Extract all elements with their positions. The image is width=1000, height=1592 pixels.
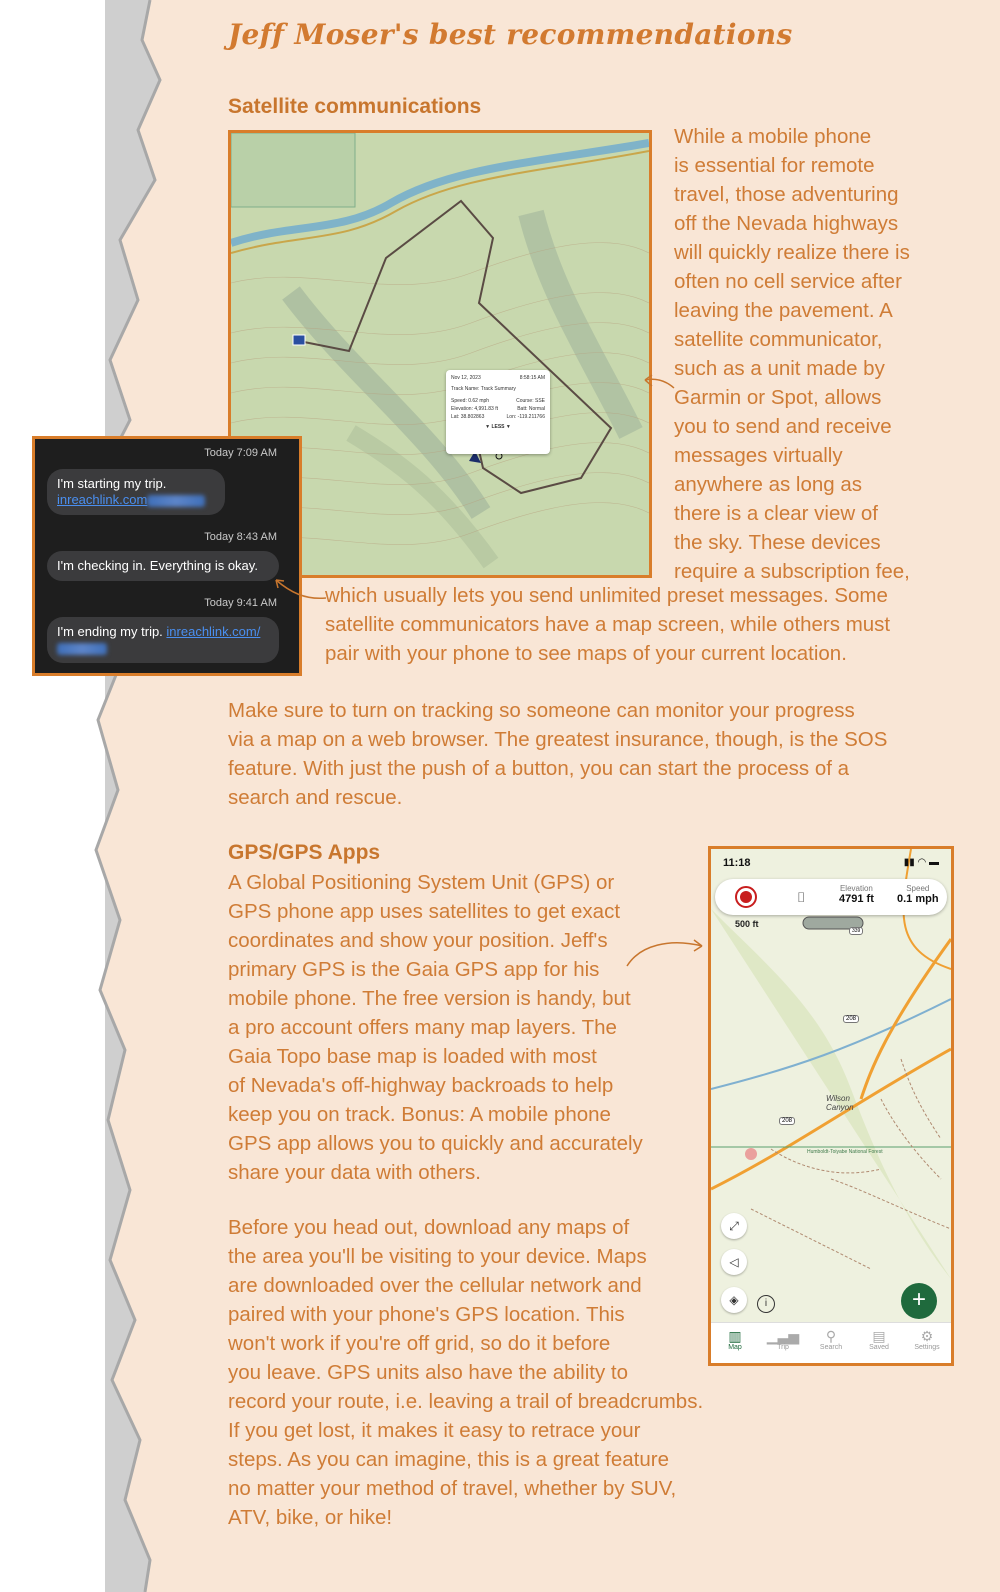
popup-track-name: Track Name: Track Summary [451, 386, 516, 392]
message-timestamp: Today 8:43 AM [204, 531, 277, 543]
message-timestamp: Today 7:09 AM [204, 447, 277, 459]
road-label: 339 [849, 927, 863, 935]
elevation-value: 4791 ft [839, 893, 874, 905]
place-label: Wilson Canyon [826, 1094, 854, 1112]
forest-label: Humboldt-Toiyabe National Forest [807, 1149, 883, 1155]
message-bubble [47, 469, 225, 515]
redacted-link-blur [57, 643, 107, 655]
tab-map[interactable] [711, 1323, 759, 1363]
folder-icon: ▤ [872, 1328, 886, 1344]
gps-paragraph-2: Before you head out, download any maps of the area you'll be visiting to your device. Maps are downloaded over the cellular network and paired with your phone's GPS location. This won't work if you're off grid, so do it before you leave. GPS units also have the ability to record your route, i.e. leaving a trail of breadcrumbs. If you get lost, it makes it easy to retrace your steps. As you can imagine, this is a great feature no matter your method of travel, whether by SUV, ATV, bike, or hike! [228, 1216, 704, 1529]
tab-bar [711, 1322, 951, 1363]
popup-speed: Speed: 0.62 mph [451, 398, 490, 404]
popup-elevation: Elevation: 4,991.83 ft [451, 406, 498, 412]
speed-label: Speed [906, 884, 930, 893]
gear-icon: ⚙ [920, 1328, 934, 1344]
popup-date: Nov 12, 2023 [451, 375, 481, 381]
redacted-link-blur [147, 495, 205, 507]
record-button[interactable] [735, 886, 757, 908]
tab-settings[interactable] [903, 1323, 951, 1363]
camera-icon[interactable]: ⌷ [797, 889, 806, 905]
fullscreen-icon[interactable]: ⤢ [721, 1213, 747, 1239]
status-icons: ▮▮ ◠ ▬ [903, 857, 939, 868]
tab-label: Search [819, 1344, 843, 1351]
map-icon: ▥ [728, 1328, 742, 1344]
add-button[interactable]: + [901, 1283, 937, 1319]
tracking-paragraph: Make sure to turn on tracking so someone can monitor your progress via a map on a web browser. The greatest insurance, though, is the SOS feature. With just the push of a button, you can start the process of a search and rescue. [228, 699, 888, 809]
speed-value: 0.1 mph [897, 893, 939, 905]
popup-lat: Lat: 38.802863 [451, 414, 485, 420]
satellite-paragraph-side: While a mobile phone is essential for remote travel, those adventuring off the Nevada highways will quickly realize there is often no cell service after leaving the pavement. A satellite communicator, such as a unit made by Garmin or Spot, allows you to send and receive messages virtually anywhere as long as there is a clear view of the sky. These devices require a subscription fee, [674, 125, 910, 583]
popup-course: Course: SSE [516, 398, 545, 404]
inreach-messages-screenshot [32, 436, 302, 676]
tab-saved[interactable] [855, 1323, 903, 1363]
status-time: 11:18 [723, 857, 751, 869]
torn-paper-edge [0, 0, 200, 1592]
popup-batt: Batt: Normal [517, 406, 545, 412]
satellite-paragraph-wide: which usually lets you send unlimited preset messages. Some satellite communicators have a map screen, while others must pair with your phone to see maps of your current location. [325, 584, 891, 665]
popup-lon: Lon: -119.211766 [506, 414, 545, 420]
page-title: Jeff Moser's best recommendations [228, 18, 793, 51]
message-text: I'm ending my trip. [57, 624, 167, 639]
map-scale: 500 ft [735, 919, 759, 929]
road-label: 208 [843, 1015, 859, 1023]
info-icon[interactable]: i [757, 1295, 775, 1313]
message-link[interactable]: inreachlink.com/ [166, 624, 261, 639]
tab-label: Trip [777, 1344, 789, 1351]
tab-label: Settings [914, 1344, 940, 1351]
tab-search[interactable] [807, 1323, 855, 1363]
tab-trip[interactable] [759, 1323, 807, 1363]
message-bubble [47, 617, 279, 663]
gaia-gps-phone-screenshot [708, 846, 954, 1366]
popup-less-toggle[interactable]: ▼ LESS ▼ [485, 424, 511, 430]
tab-label: Map [728, 1344, 742, 1351]
message-timestamp: Today 9:41 AM [204, 597, 277, 609]
section-heading-gps: GPS/GPS Apps [228, 841, 381, 864]
trip-icon: ▁▃▅ [766, 1328, 800, 1344]
layers-icon[interactable]: ◈ [721, 1287, 747, 1313]
speed-readout [897, 883, 939, 905]
track-info-popup [446, 370, 550, 454]
gps-top-toolbar [715, 879, 947, 915]
message-text: I'm checking in. Everything is okay. [57, 558, 258, 573]
message-text: I'm starting my trip. [57, 476, 167, 491]
section-heading-satellite: Satellite communications [228, 95, 482, 118]
locate-icon[interactable]: ◁ [721, 1249, 747, 1275]
elevation-readout [839, 883, 874, 905]
elevation-label: Elevation [839, 884, 873, 893]
search-icon: ⚲ [825, 1328, 837, 1344]
popup-time: 8:58:15 AM [519, 375, 545, 381]
gps-paragraph-1: A Global Positioning System Unit (GPS) or GPS phone app uses satellites to get exact coordinates and show your position. Jeff's primary GPS is the Gaia GPS app for his mobile phone. The free version is handy, but a pro account offers many map layers. The Gaia Topo base map is loaded with most of Nevada's off-highway backroads to help keep you on track. Bonus: A mobile phone GPS app allows you to quickly and accurately share your data with others. [228, 871, 643, 1184]
road-label: 208 [779, 1117, 795, 1125]
tab-label: Saved [869, 1344, 889, 1351]
message-bubble [47, 551, 279, 581]
message-link[interactable]: inreachlink.com [57, 492, 148, 507]
